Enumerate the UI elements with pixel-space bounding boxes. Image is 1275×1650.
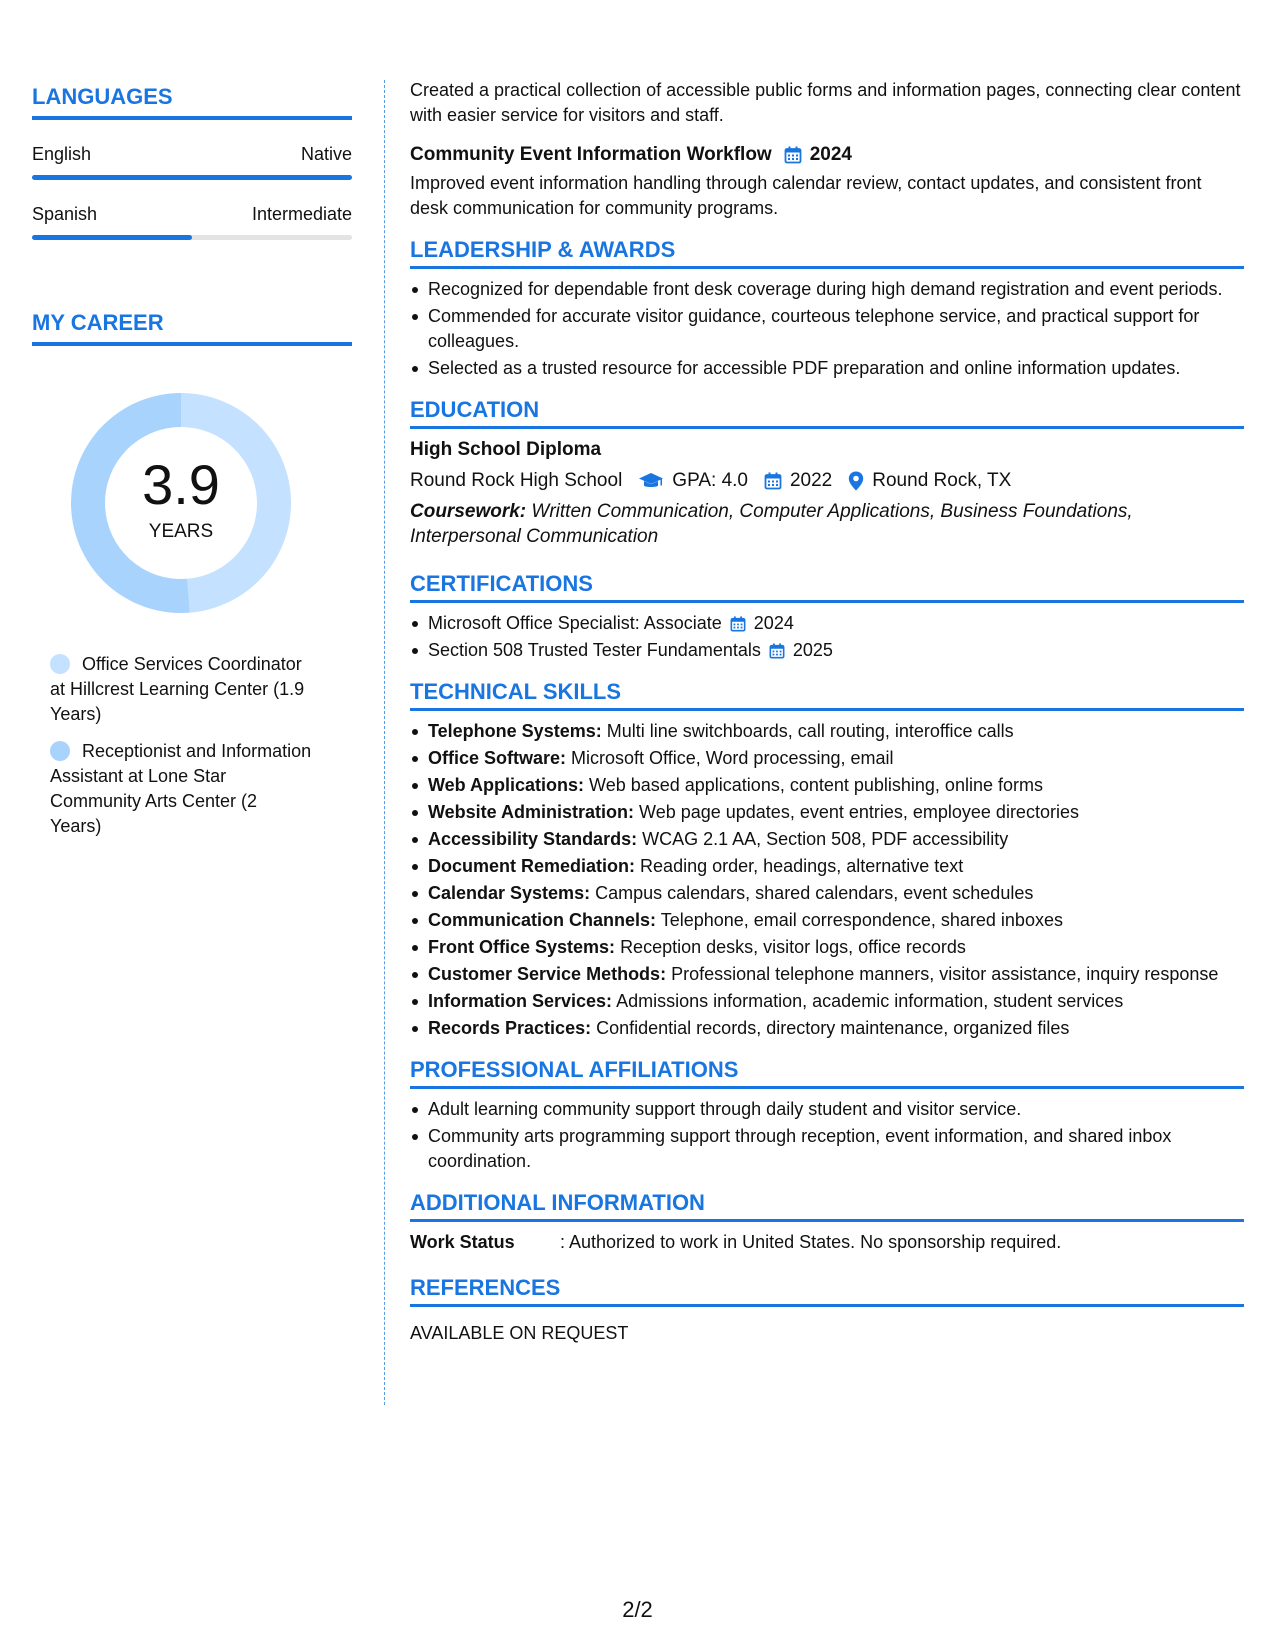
leadership-heading: LEADERSHIP & AWARDS xyxy=(410,237,1244,269)
certification-name: Section 508 Trusted Tester Fundamentals xyxy=(428,640,761,660)
calendar-icon xyxy=(784,146,802,164)
skill-item xyxy=(410,935,1244,960)
skill-label: Front Office Systems: xyxy=(428,937,616,957)
languages-heading: LANGUAGES xyxy=(32,84,352,120)
skill-label: Records Practices: xyxy=(428,1018,592,1038)
references-text: AVAILABLE ON REQUEST xyxy=(410,1323,629,1343)
list-item: Adult learning community support through daily student and visitor service. xyxy=(410,1097,1244,1122)
certification-year: 2024 xyxy=(753,613,794,633)
language-name: English xyxy=(32,144,92,164)
work-status-row xyxy=(410,1230,1244,1255)
language-level: Intermediate xyxy=(251,204,352,224)
location-pin-icon xyxy=(848,471,864,491)
references-heading: REFERENCES xyxy=(410,1275,1244,1307)
education-school: Round Rock High School xyxy=(410,470,623,491)
skill-label: Web Applications: xyxy=(428,775,585,795)
skill-label: Document Remediation: xyxy=(428,856,636,876)
additional-heading: ADDITIONAL INFORMATION xyxy=(410,1190,1244,1222)
career-legend xyxy=(32,652,312,839)
language-proficiency-fill xyxy=(32,175,352,180)
language-item xyxy=(32,144,352,180)
language-proficiency-bar xyxy=(32,175,352,180)
skill-label: Customer Service Methods: xyxy=(428,964,667,984)
certifications-heading: CERTIFICATIONS xyxy=(410,571,1244,603)
certification-name: Microsoft Office Specialist: Associate xyxy=(428,613,722,633)
career-legend-item xyxy=(50,739,312,839)
skill-item xyxy=(410,746,1244,771)
skill-item xyxy=(410,719,1244,744)
education-location: Round Rock, TX xyxy=(872,470,1012,491)
language-proficiency-bar xyxy=(32,235,352,240)
skill-value: Multi line switchboards, call routing, interoffice calls xyxy=(606,721,1014,741)
project-description: Improved event information handling through calendar review, contact updates, and consistent front desk communication for community programs. xyxy=(410,173,1202,218)
legend-dot-icon xyxy=(50,654,70,674)
legend-dot-icon xyxy=(50,741,70,761)
career-total-years: 3.9 xyxy=(142,453,220,516)
education-gpa: GPA: 4.0 xyxy=(672,470,748,491)
skill-item xyxy=(410,827,1244,852)
skill-value: Reading order, headings, alternative text xyxy=(640,856,964,876)
language-item xyxy=(32,204,352,240)
skill-label: Calendar Systems: xyxy=(428,883,591,903)
affiliations-list xyxy=(410,1097,1244,1174)
career-years-unit: YEARS xyxy=(148,521,214,542)
skill-item xyxy=(410,962,1244,987)
list-item xyxy=(410,611,1244,636)
skill-value: Campus calendars, shared calendars, event schedules xyxy=(595,883,1034,903)
skill-value: Confidential records, directory maintenance, organized files xyxy=(596,1018,1070,1038)
skill-item xyxy=(410,854,1244,879)
list-item: Community arts programming support through reception, event information, and shared inbox coordination. xyxy=(410,1124,1244,1174)
project-title: Community Event Information Workflow xyxy=(410,144,772,165)
language-proficiency-fill xyxy=(32,235,192,240)
work-status-value: : Authorized to work in United States. No sponsorship required. xyxy=(560,1232,1062,1252)
list-item xyxy=(410,638,1244,663)
calendar-icon xyxy=(769,643,785,659)
work-status-label: Work Status xyxy=(410,1232,515,1252)
skill-value: Professional telephone manners, visitor assistance, inquiry response xyxy=(671,964,1219,984)
skill-label: Telephone Systems: xyxy=(428,721,602,741)
skill-label: Office Software: xyxy=(428,748,567,768)
education-year: 2022 xyxy=(789,470,833,491)
project-intro: Created a practical collection of accessible public forms and information pages, connecting clear content with easier service for visitors and staff. xyxy=(410,80,1241,125)
project-title-row xyxy=(410,142,1244,167)
right-column xyxy=(410,78,1244,1346)
skill-value: Web based applications, content publishing, online forms xyxy=(589,775,1043,795)
language-name: Spanish xyxy=(32,204,98,224)
skill-item xyxy=(410,881,1244,906)
certification-year: 2025 xyxy=(792,640,833,660)
skill-item xyxy=(410,773,1244,798)
project-year: 2024 xyxy=(809,144,852,165)
list-item: Commended for accurate visitor guidance, courteous telephone service, and practical support for colleagues. xyxy=(410,304,1244,354)
skill-value: Microsoft Office, Word processing, email xyxy=(571,748,894,768)
affiliations-heading: PROFESSIONAL AFFILIATIONS xyxy=(410,1057,1244,1089)
skill-item xyxy=(410,908,1244,933)
education-degree: High School Diploma xyxy=(410,439,602,460)
list-item: Recognized for dependable front desk coverage during high demand registration and event periods. xyxy=(410,277,1244,302)
career-donut-chart xyxy=(68,390,294,616)
skills-list xyxy=(410,719,1244,1041)
skill-value: WCAG 2.1 AA, Section 508, PDF accessibility xyxy=(642,829,1009,849)
education-heading: EDUCATION xyxy=(410,397,1244,429)
career-heading: MY CAREER xyxy=(32,310,352,346)
left-column xyxy=(32,84,352,851)
skill-value: Web page updates, event entries, employee directories xyxy=(639,802,1079,822)
certifications-list xyxy=(410,611,1244,663)
page-number: 2/2 xyxy=(622,1597,653,1622)
skill-value: Telephone, email correspondence, shared inboxes xyxy=(660,910,1063,930)
career-legend-item xyxy=(50,652,312,727)
career-job-label: Office Services Coordinator at Hillcrest Learning Center (1.9 Years) xyxy=(50,654,305,724)
career-job-label: Receptionist and Information Assistant at Lone Star Community Arts Center (2 Years) xyxy=(50,741,312,836)
language-level: Native xyxy=(300,144,352,164)
skill-label: Communication Channels: xyxy=(428,910,657,930)
skill-value: Admissions information, academic information, student services xyxy=(616,991,1124,1011)
graduation-cap-icon xyxy=(638,472,664,490)
list-item: Selected as a trusted resource for accessible PDF preparation and online information updates. xyxy=(410,356,1244,381)
calendar-icon xyxy=(730,616,746,632)
education-details xyxy=(410,468,1244,493)
skill-label: Information Services: xyxy=(428,991,613,1011)
column-divider xyxy=(384,80,385,1405)
skill-label: Website Administration: xyxy=(428,802,635,822)
coursework-label: Coursework: xyxy=(410,501,527,522)
skill-value: Reception desks, visitor logs, office records xyxy=(620,937,966,957)
coursework-text: Written Communication, Computer Applications, Business Foundations, Interpersonal Communication xyxy=(410,501,1133,547)
education-coursework xyxy=(410,499,1244,549)
skills-heading: TECHNICAL SKILLS xyxy=(410,679,1244,711)
skill-label: Accessibility Standards: xyxy=(428,829,638,849)
leadership-list xyxy=(410,277,1244,381)
skill-item xyxy=(410,1016,1244,1041)
calendar-icon xyxy=(764,472,782,490)
skill-item xyxy=(410,800,1244,825)
skill-item xyxy=(410,989,1244,1014)
